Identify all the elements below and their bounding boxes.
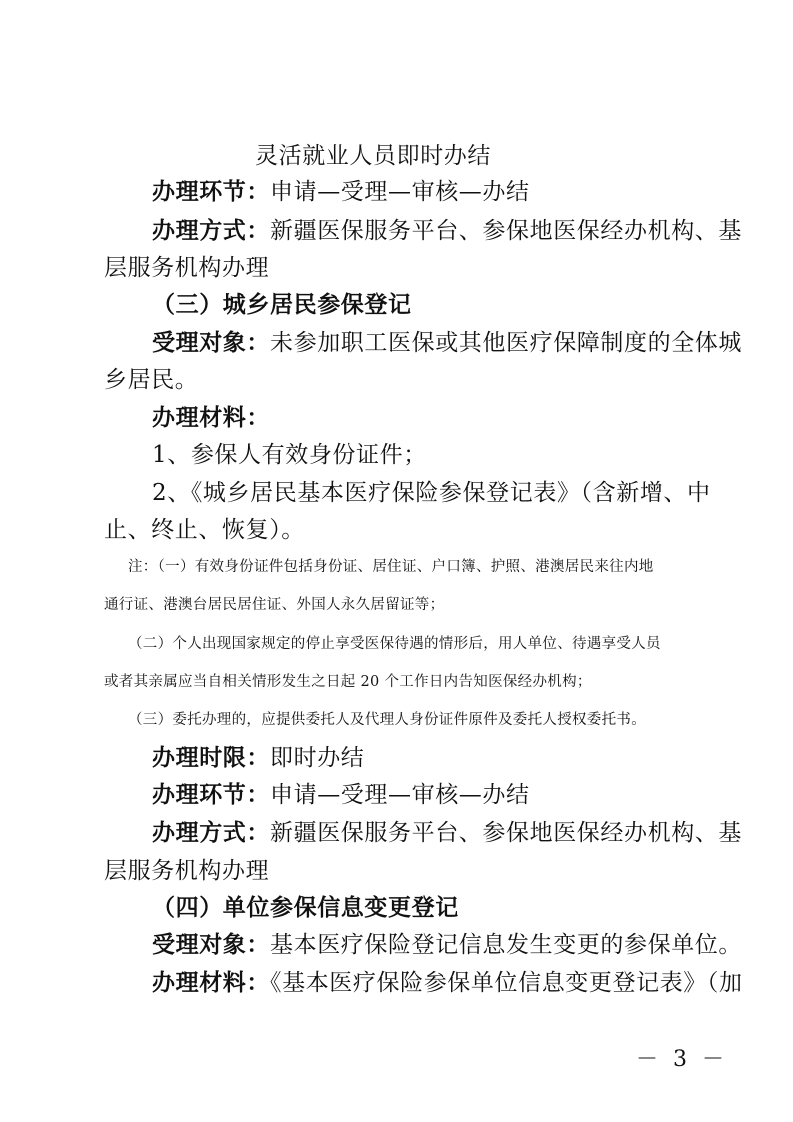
text-line: [152, 177, 530, 207]
field-label: 办理环节：: [152, 178, 270, 205]
note-line: [128, 634, 661, 654]
page-number: [636, 1046, 728, 1074]
note-text: （二）个人出现国家规定的停止享受医保待遇的情形后，用人单位、待遇享受人员: [128, 636, 661, 652]
field-value: 申请—受理—审核—办结: [270, 782, 530, 808]
field-value: 未参加职工医保或其他医疗保障制度的全体城: [270, 330, 742, 356]
text-line: [152, 403, 270, 433]
text-line: [152, 216, 742, 246]
text: 1、参保人有效身份证件；: [152, 442, 427, 468]
text-line: [152, 968, 743, 998]
note-line: [128, 710, 646, 730]
text: 2、《城乡居民基本医疗保险参保登记表》（含新增、中: [152, 480, 711, 506]
text: 层服务机构办理: [104, 255, 270, 281]
text-line: [152, 818, 742, 848]
field-label: 办理方式：: [152, 217, 270, 244]
field-label: 办理方式：: [152, 819, 270, 846]
note-text: 注：（一）有效身份证件包括身份证、居住证、户口簿、护照、港澳居民来往内地: [128, 559, 654, 575]
field-value: 新疆医保服务平台、参保地医保经办机构、基: [270, 218, 742, 244]
field-label: 办理环节：: [152, 781, 270, 808]
note-text: 通行证、港澳台居民居住证、外国人永久居留证等；: [104, 597, 445, 613]
text-line: [152, 743, 364, 773]
section-heading: [152, 290, 412, 320]
field-value: 申请—受理—审核—办结: [270, 179, 530, 205]
note-line: [128, 557, 654, 577]
text: 止、终止、恢复）。: [104, 517, 305, 543]
field-value: 基本医疗保险登记信息发生变更的参保单位。: [270, 932, 742, 958]
field-label: 办理材料：: [152, 969, 270, 996]
list-item: [152, 478, 711, 508]
list-item: [152, 440, 427, 470]
text: 乡居民。: [104, 367, 199, 393]
text-line: [104, 515, 305, 545]
field-value: 《基本医疗保险参保单位信息变更登记表》（加: [270, 970, 743, 996]
text-line: [152, 930, 742, 960]
field-value: 新疆医保服务平台、参保地医保经办机构、基: [270, 820, 742, 846]
page-number-text: － 3 －: [636, 1047, 728, 1072]
field-label: 办理时限：: [152, 744, 270, 771]
text-line: [255, 141, 491, 171]
text-line: [152, 328, 742, 358]
section-heading: [152, 893, 459, 923]
field-label: 办理材料：: [152, 404, 270, 431]
note-line: [104, 595, 444, 615]
text: 灵活就业人员即时办结: [255, 143, 491, 169]
text-line: [104, 365, 198, 395]
text: 层服务机构办理: [104, 858, 270, 884]
note-line: [104, 672, 592, 692]
heading-text: （四）单位参保信息变更登记: [152, 894, 459, 921]
text-line: [104, 253, 269, 283]
heading-text: （三）城乡居民参保登记: [152, 291, 412, 318]
note-text: （三）委托办理的，应提供委托人及代理人身份证件原件及委托人授权委托书。: [128, 712, 646, 728]
field-label: 受理对象：: [152, 329, 270, 356]
field-value: 即时办结: [270, 745, 365, 771]
text-line: [104, 856, 269, 886]
note-text: 或者其亲属应当自相关情形发生之日起 20 个工作日内告知医保经办机构；: [104, 674, 592, 690]
field-label: 受理对象：: [152, 931, 270, 958]
text-line: [152, 780, 530, 810]
